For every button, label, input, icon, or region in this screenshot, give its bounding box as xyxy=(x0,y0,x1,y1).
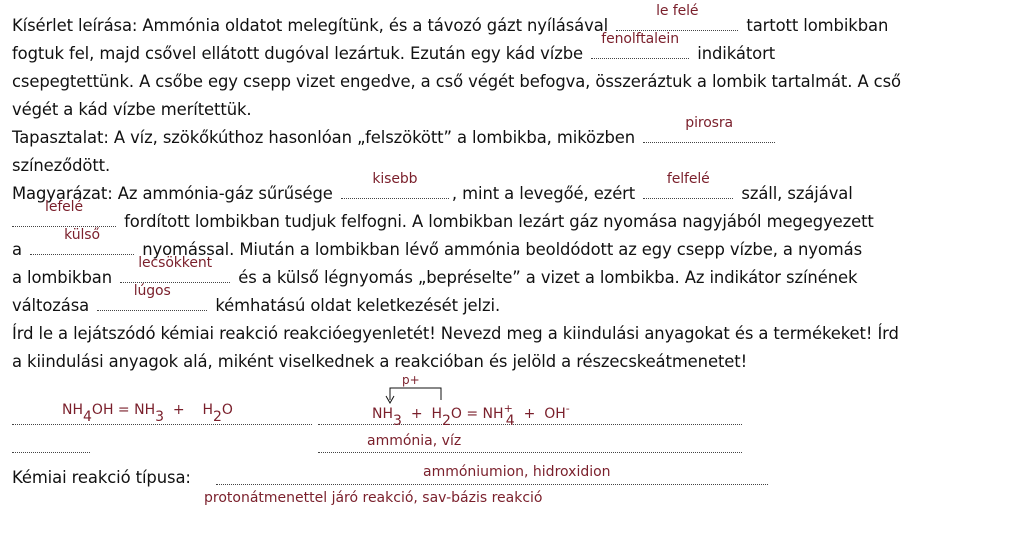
reaction-type-label: Kémiai reakció típusa: xyxy=(12,468,191,487)
products-label: ammóniumion, hidroxidion xyxy=(423,464,611,480)
answer-blank-4[interactable] xyxy=(341,171,449,199)
answer-1: le felé xyxy=(656,3,699,19)
answer-blank-9[interactable] xyxy=(97,283,207,311)
text-segment: kémhatású oldat keletkezését jelzi. xyxy=(215,296,501,315)
reaction-type-line xyxy=(12,468,191,488)
eq2-subscript: 4 xyxy=(505,413,515,429)
text-segment: fogtuk fel, majd csővel ellátott dugóval lezártuk. Ezután egy kád vízbe xyxy=(12,44,584,63)
text-segment: Kísérlet leírása: Ammónia oldatot melegítünk, és a távozó gázt nyílásával xyxy=(12,16,609,35)
answer-8: lecsökkent xyxy=(138,255,213,271)
eq1-subscript: 3 xyxy=(155,409,165,425)
answer-2: fenolftalein xyxy=(601,31,679,47)
text-segment: a xyxy=(12,240,22,259)
text-segment: Írd le a lejátszódó kémiai reakció reakcióegyenletét! Nevezd meg a kiindulási anyagokat és a termékeket! Írd xyxy=(12,324,899,343)
reactants-label: ammónia, víz xyxy=(367,433,462,449)
text-line-5 xyxy=(12,115,778,148)
answer-blank-3[interactable] xyxy=(643,115,775,143)
text-segment: tartott lombikban xyxy=(746,16,889,35)
text-segment: Magyarázat: Az ammónia-gáz sűrűsége xyxy=(12,184,333,203)
text-line-8 xyxy=(12,199,874,232)
proton-label: p+ xyxy=(402,373,420,387)
text-line-2 xyxy=(12,31,776,64)
text-segment: száll, szájával xyxy=(741,184,853,203)
eq1-subscript: 4 xyxy=(83,409,92,425)
text-line-1 xyxy=(12,3,889,36)
eq1-part: O xyxy=(221,402,233,418)
text-line-4 xyxy=(12,100,251,120)
text-line-13 xyxy=(12,352,747,372)
answer-blank-5[interactable] xyxy=(643,171,733,199)
text-segment: és a külső légnyomás „bepréselte” a vizet a lombikba. Az indikátor színének xyxy=(238,268,858,287)
answer-7: külső xyxy=(64,227,100,243)
eq2-part: + OH xyxy=(514,406,566,422)
text-segment: végét a kád vízbe merítettük. xyxy=(12,100,252,119)
handwritten-equation-1 xyxy=(62,402,233,425)
answer-blank-7[interactable] xyxy=(30,227,134,255)
equation-line-2[interactable] xyxy=(318,424,742,425)
eq2-superscript: - xyxy=(565,402,570,415)
eq1-part: OH = NH xyxy=(91,402,156,418)
eq2-subscript: 2 xyxy=(441,413,451,429)
text-segment: csepegtettünk. A csőbe egy csepp vizet engedve, a cső végét befogva, összeráztuk a lombik tartalmát. A cső xyxy=(12,72,901,91)
answer-blank-6[interactable] xyxy=(12,199,116,227)
equation-line-4[interactable] xyxy=(318,452,742,453)
answer-4: kisebb xyxy=(372,171,418,187)
reaction-type-answer: protonátmenettel járó reakció, sav-bázis reakció xyxy=(204,490,543,506)
answer-blank-1[interactable] xyxy=(616,3,738,31)
text-segment: Tapasztalat: A víz, szökőkúthoz hasonlóan „felszökött” a lombikba, miközben xyxy=(12,128,636,147)
text-segment: fordított lombikban tudjuk felfogni. A lombikban lezárt gáz nyomása nagyjából megegyezett xyxy=(124,212,874,231)
eq2-part: NH xyxy=(372,406,393,422)
reaction-type-blank[interactable] xyxy=(216,484,768,485)
text-segment: a kiindulási anyagok alá, miként viselkednek a reakcióban és jelöld a részecskeátmenetet! xyxy=(12,352,748,371)
eq2-part: + H xyxy=(401,406,442,422)
answer-9: lúgos xyxy=(133,283,171,299)
answer-5: felfelé xyxy=(666,171,710,187)
text-segment: a lombikban xyxy=(12,268,112,287)
answer-blank-8[interactable] xyxy=(120,255,230,283)
text-segment: nyomással. Miután a lombikban lévő ammónia beoldódott az egy csepp vízbe, a nyomás xyxy=(142,240,863,259)
text-segment: változása xyxy=(12,296,90,315)
text-line-6 xyxy=(12,156,110,176)
text-segment: , mint a levegőé, ezért xyxy=(451,184,636,203)
text-line-12 xyxy=(12,324,899,344)
eq2-subscript: 3 xyxy=(393,413,402,429)
text-line-3 xyxy=(12,72,901,92)
eq1-subscript: 2 xyxy=(213,409,222,425)
answer-3: pirosra xyxy=(685,115,734,131)
eq2-part: O = NH xyxy=(450,406,504,422)
handwritten-equation-2 xyxy=(372,402,570,429)
eq2-superscript: + xyxy=(503,402,513,415)
text-segment: színeződött. xyxy=(12,156,111,175)
eq1-part: NH xyxy=(62,402,83,418)
equation-line-3[interactable] xyxy=(12,452,90,453)
text-line-11 xyxy=(12,283,501,316)
answer-blank-2[interactable] xyxy=(591,31,689,59)
text-line-7 xyxy=(12,171,853,204)
text-segment: indikátort xyxy=(697,44,776,63)
eq1-part: + H xyxy=(164,402,213,418)
answer-6: lefelé xyxy=(45,199,83,215)
